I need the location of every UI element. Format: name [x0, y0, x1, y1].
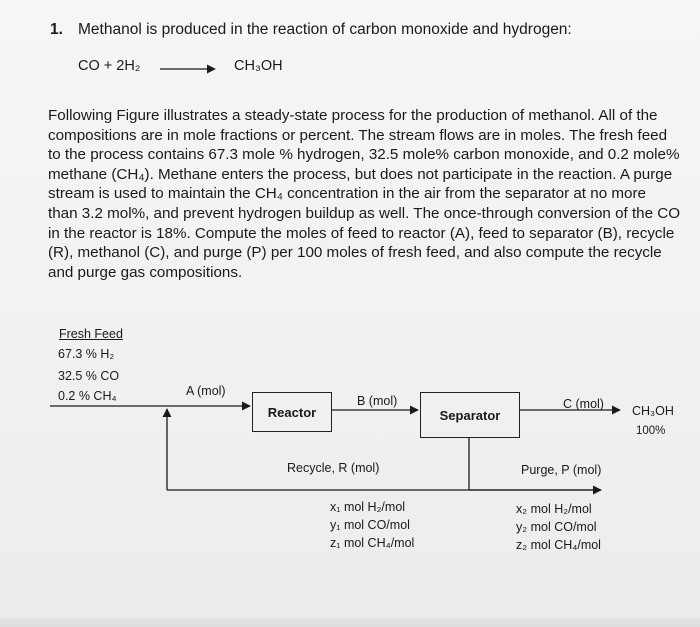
paragraph-line: and purge gas compositions. — [48, 263, 243, 281]
fresh-feed-title: Fresh Feed — [59, 327, 123, 341]
purge-label: Purge, P (mol) — [521, 463, 602, 477]
paragraph-line: stream is used to maintain the CH₄ concentration in the air from the separator at no more — [48, 185, 646, 203]
reactor-label: Reactor — [267, 404, 317, 420]
equation-product: CH₃OH — [234, 58, 283, 74]
reactor-box — [252, 392, 332, 432]
page-bottom-edge — [0, 617, 700, 627]
recycle-comp-h2: x₁ mol H₂/mol — [330, 500, 406, 514]
separator-label: Separator — [439, 407, 501, 423]
purge-comp-co: y₂ mol CO/mol — [516, 520, 597, 534]
paragraph-line: than 3.2 mol%, and prevent hydrogen buildup as well. The once-through conversion of the CO — [48, 204, 681, 222]
purge-comp-h2: x₂ mol H₂/mol — [516, 502, 592, 516]
purge-comp-ch4: z₂ mol CH₄/mol — [516, 538, 601, 552]
paragraph-line: (R), methanol (C), and purge (P) per 100 moles of fresh feed, and also compute the recycle — [48, 244, 662, 262]
fresh-feed-ch4: 0.2 % CH₄ — [58, 389, 117, 403]
paragraph-line: methane (CH₄). Methane enters the process, but does not participate in the reaction. A purge — [48, 165, 673, 183]
stream-c-label: C (mol) — [563, 397, 604, 411]
fresh-feed-h2: 67.3 % H₂ — [58, 347, 115, 361]
stream-a-label: A (mol) — [186, 384, 226, 398]
question-number: 1. — [50, 21, 63, 38]
question-heading: Methanol is produced in the reaction of carbon monoxide and hydrogen: — [78, 21, 572, 38]
recycle-comp-ch4: z₁ mol CH₄/mol — [330, 536, 415, 550]
recycle-comp-co: y₁ mol CO/mol — [330, 518, 410, 532]
recycle-label: Recycle, R (mol) — [287, 461, 380, 475]
equation-reactants: CO + 2H₂ — [78, 58, 141, 74]
paragraph-line: in the reactor is 18%. Compute the moles of feed to reactor (A), feed to separator (B), recycle — [48, 224, 675, 242]
product-name: CH₃OH — [632, 404, 674, 418]
fresh-feed-co: 32.5 % CO — [58, 369, 120, 383]
paragraph-line: compositions are in mole fractions or percent. The stream flows are in moles. The fresh feed — [48, 126, 668, 144]
paragraph-line: to the process contains 67.3 mole % hydrogen, 32.5 mole% carbon monoxide, and 0.2 mole% — [48, 146, 680, 164]
paragraph-line: Following Figure illustrates a steady-state process for the production of methanol. All of the — [48, 107, 658, 124]
product-percent: 100% — [636, 425, 666, 437]
separator-box — [420, 392, 520, 438]
stream-b-label: B (mol) — [357, 394, 398, 408]
